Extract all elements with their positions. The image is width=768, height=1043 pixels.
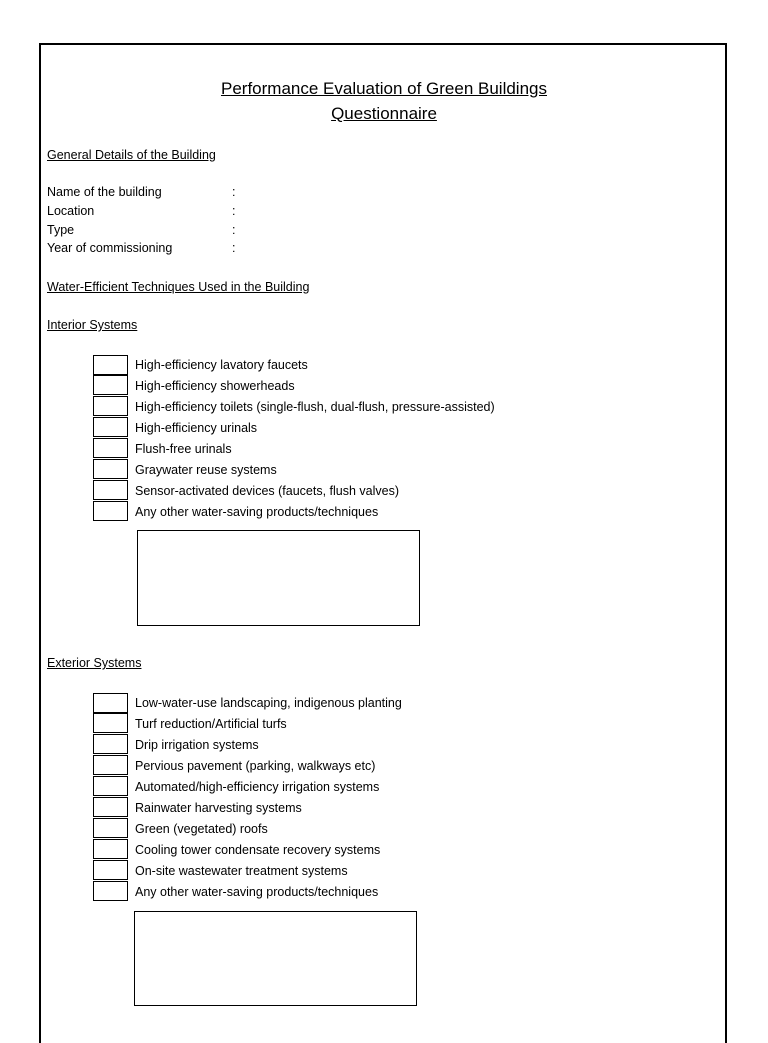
detail-row-year	[47, 240, 235, 256]
checkbox[interactable]	[93, 693, 128, 713]
checklist-item	[93, 734, 402, 755]
checklist-item	[93, 396, 495, 417]
checkbox[interactable]	[93, 839, 128, 859]
checklist-item	[93, 797, 402, 818]
detail-label: Location	[47, 204, 95, 218]
detail-label: Type	[47, 223, 75, 237]
checkbox[interactable]	[93, 396, 128, 416]
checkbox-label: Low-water-use landscaping, indigenous planting	[135, 695, 402, 710]
document-subtitle: Questionnaire	[331, 104, 437, 123]
exterior-systems-heading: Exterior Systems	[47, 656, 142, 670]
checkbox[interactable]	[93, 776, 128, 796]
checkbox-label: Pervious pavement (parking, walkways etc)	[135, 758, 376, 773]
checklist-item	[93, 881, 402, 902]
checkbox-label: High-efficiency showerheads	[135, 378, 295, 393]
checkbox[interactable]	[93, 355, 128, 375]
checklist-item	[93, 438, 495, 459]
checklist-item	[93, 692, 402, 713]
checkbox[interactable]	[93, 459, 128, 479]
checkbox[interactable]	[93, 881, 128, 901]
checkbox-label: On-site wastewater treatment systems	[135, 863, 348, 878]
checklist-item	[93, 755, 402, 776]
checkbox-label: Sensor-activated devices (faucets, flush valves)	[135, 483, 400, 498]
checkbox[interactable]	[93, 860, 128, 880]
checkbox-label: Flush-free urinals	[135, 441, 232, 456]
checkbox-label: Automated/high-efficiency irrigation systems	[135, 779, 380, 794]
checkbox[interactable]	[93, 713, 128, 733]
detail-row-type	[47, 222, 235, 238]
detail-label: Year of commissioning	[47, 241, 173, 255]
document-title: Performance Evaluation of Green Buildings	[220, 79, 547, 98]
detail-colon: :	[232, 241, 236, 255]
exterior-checklist	[93, 692, 402, 902]
checkbox-label: High-efficiency toilets (single-flush, dual-flush, pressure-assisted)	[135, 399, 495, 414]
checkbox[interactable]	[93, 375, 128, 395]
exterior-other-textbox[interactable]	[134, 911, 417, 1006]
detail-colon: :	[232, 223, 236, 237]
checklist-item	[93, 818, 402, 839]
detail-label: Name of the building	[47, 185, 162, 199]
checkbox-label: High-efficiency urinals	[135, 420, 258, 435]
checkbox-label: Turf reduction/Artificial turfs	[135, 716, 287, 731]
detail-row-location	[47, 203, 235, 219]
checkbox[interactable]	[93, 480, 128, 500]
checklist-item	[93, 839, 402, 860]
checkbox-label: Graywater reuse systems	[135, 462, 277, 477]
checklist-item	[93, 375, 495, 396]
checklist-item	[93, 480, 495, 501]
checkbox[interactable]	[93, 501, 128, 521]
checkbox-label: Rainwater harvesting systems	[135, 800, 302, 815]
checkbox-label: Green (vegetated) roofs	[135, 821, 268, 836]
checklist-item	[93, 354, 495, 375]
checkbox-label: Cooling tower condensate recovery systems	[135, 842, 381, 857]
checkbox[interactable]	[93, 438, 128, 458]
checkbox-label: High-efficiency lavatory faucets	[135, 357, 308, 372]
checkbox-label: Any other water-saving products/techniques	[135, 504, 379, 519]
checkbox-label: Any other water-saving products/techniques	[135, 884, 379, 899]
checklist-item	[93, 417, 495, 438]
interior-systems-heading: Interior Systems	[47, 318, 138, 332]
general-details-heading: General Details of the Building	[47, 148, 216, 162]
interior-checklist	[93, 354, 495, 522]
checkbox[interactable]	[93, 797, 128, 817]
checklist-item	[93, 501, 495, 522]
checkbox[interactable]	[93, 734, 128, 754]
detail-colon: :	[232, 204, 236, 218]
detail-row-name	[47, 184, 235, 200]
checklist-item	[93, 860, 402, 881]
checklist-item	[93, 776, 402, 797]
checkbox[interactable]	[93, 818, 128, 838]
water-techniques-heading: Water-Efficient Techniques Used in the Building	[47, 280, 310, 294]
checkbox-label: Drip irrigation systems	[135, 737, 259, 752]
checkbox[interactable]	[93, 417, 128, 437]
checklist-item	[93, 713, 402, 734]
checklist-item	[93, 459, 495, 480]
detail-colon: :	[232, 185, 236, 199]
checkbox[interactable]	[93, 755, 128, 775]
interior-other-textbox[interactable]	[137, 530, 420, 626]
